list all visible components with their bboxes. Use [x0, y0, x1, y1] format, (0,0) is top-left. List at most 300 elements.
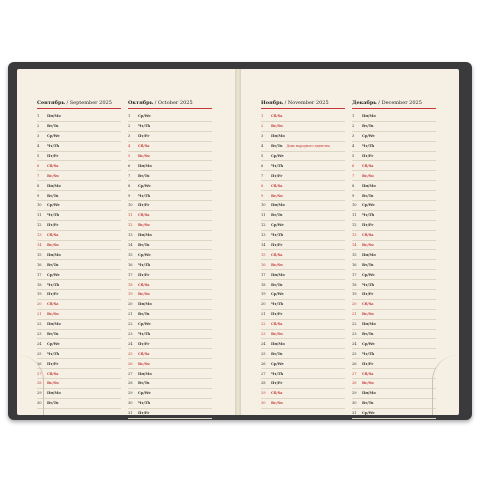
day-row: [128, 349, 212, 359]
day-row: [261, 181, 345, 191]
month-name-ru: Ноябрь: [261, 100, 283, 106]
day-number: 28: [128, 381, 133, 386]
day-row: [352, 122, 436, 132]
month-december: [352, 100, 436, 419]
weekday-label: Ср/We: [271, 154, 284, 158]
day-row: [261, 310, 345, 320]
weekday-label: Чт/Th: [362, 351, 375, 356]
weekday-label: Вс/Su: [362, 312, 374, 317]
weekday-label: Вт/Tu: [271, 213, 283, 218]
weekday-label: Пн/Mo: [47, 252, 61, 257]
day-number: 24: [128, 341, 133, 346]
day-row: [128, 270, 212, 280]
day-number: 2: [128, 124, 131, 129]
day-row: [261, 280, 345, 290]
weekday-label: Сб/Sa: [271, 391, 283, 396]
day-number: 16: [37, 262, 42, 267]
day-row: [261, 142, 345, 152]
day-row: [128, 399, 212, 409]
weekday-label: Пт/Fr: [138, 203, 150, 208]
weekday-label: Вт/Tu: [47, 332, 59, 337]
day-number: 6: [128, 163, 131, 168]
day-number: 4: [352, 144, 355, 149]
weekday-label: Ср/We: [138, 252, 151, 257]
day-list: [37, 112, 121, 409]
weekday-label: Сб/Sa: [47, 302, 59, 307]
month-november: [261, 100, 345, 409]
month-header: [352, 100, 436, 109]
day-row: [37, 270, 121, 280]
day-row: [37, 389, 121, 399]
weekday-label: Ср/We: [138, 183, 151, 188]
day-row: [261, 369, 345, 379]
day-number: 28: [352, 381, 357, 386]
weekday-label: Пт/Fr: [362, 292, 374, 297]
day-number: 9: [352, 193, 355, 198]
day-row: [37, 290, 121, 300]
day-row: [128, 379, 212, 389]
day-number: 28: [261, 381, 266, 386]
day-number: 4: [261, 144, 264, 149]
day-number: 27: [37, 371, 42, 376]
weekday-label: Пн/Mo: [47, 114, 61, 119]
day-number: 25: [261, 351, 266, 356]
weekday-label: Пн/Mo: [271, 203, 285, 208]
weekday-label: Вс/Su: [138, 361, 150, 366]
day-row: [128, 389, 212, 399]
weekday-label: Пт/Fr: [362, 154, 374, 158]
weekday-label: Пн/Mo: [362, 183, 376, 188]
weekday-label: Сб/Sa: [271, 322, 283, 327]
day-number: 20: [128, 302, 133, 307]
day-row: [128, 142, 212, 152]
weekday-label: Вт/Tu: [47, 401, 59, 406]
day-row: [37, 250, 121, 260]
day-row: [352, 270, 436, 280]
day-number: 21: [352, 312, 357, 317]
weekday-label: Ср/We: [362, 272, 375, 277]
day-number: 3: [352, 134, 355, 139]
day-row: [352, 389, 436, 399]
weekday-label: Чт/Th: [138, 401, 151, 406]
weekday-label: Чт/Th: [271, 302, 284, 307]
day-row: [352, 409, 436, 419]
day-number: 22: [352, 322, 357, 327]
day-number: 17: [128, 272, 133, 277]
day-number: 22: [37, 322, 42, 327]
day-number: 24: [37, 341, 42, 346]
weekday-label: Пн/Mo: [47, 322, 61, 327]
day-row: [261, 211, 345, 221]
day-row: [128, 201, 212, 211]
weekday-label: Чт/Th: [138, 193, 151, 198]
left-page: [17, 69, 235, 415]
weekday-label: Пт/Fr: [271, 381, 283, 386]
day-row: [261, 132, 345, 142]
weekday-label: Пн/Mo: [362, 322, 376, 327]
day-number: 16: [352, 262, 357, 267]
weekday-label: Пн/Mo: [138, 233, 152, 238]
weekday-label: Сб/Sa: [362, 371, 374, 376]
weekday-label: Ср/We: [47, 272, 60, 277]
day-number: 22: [128, 322, 133, 327]
day-number: 2: [37, 124, 40, 129]
day-row: [261, 171, 345, 181]
day-number: 12: [128, 223, 133, 228]
day-row: [37, 132, 121, 142]
day-row: [128, 409, 212, 419]
day-row: [352, 161, 436, 171]
weekday-label: Сб/Sa: [138, 282, 150, 287]
holiday-note: День народного единства: [286, 144, 330, 149]
day-row: [352, 300, 436, 310]
day-number: 8: [261, 183, 264, 188]
day-number: 14: [37, 243, 42, 248]
weekday-label: Пн/Mo: [271, 272, 285, 277]
day-row: [37, 280, 121, 290]
day-number: 8: [352, 183, 355, 188]
day-row: [37, 122, 121, 132]
day-row: [352, 211, 436, 221]
weekday-label: Пн/Mo: [138, 163, 152, 168]
day-number: 30: [352, 401, 357, 406]
weekday-label: Вт/Tu: [47, 193, 59, 198]
day-row: [352, 399, 436, 409]
day-number: 7: [352, 173, 355, 178]
day-row: [128, 181, 212, 191]
day-row: [352, 320, 436, 330]
day-number: 26: [128, 361, 133, 366]
day-number: 3: [37, 134, 40, 139]
day-row: [352, 152, 436, 162]
weekday-label: Вс/Su: [362, 243, 374, 248]
day-number: 13: [352, 233, 357, 238]
day-row: [128, 112, 212, 122]
right-page: [241, 69, 459, 415]
month-name-en: / December 2025: [378, 100, 422, 106]
day-number: 15: [128, 252, 133, 257]
weekday-label: Пт/Fr: [138, 411, 150, 416]
month-header: [128, 100, 212, 109]
day-number: 11: [128, 213, 133, 218]
weekday-label: Чт/Th: [47, 351, 60, 356]
day-number: 5: [261, 154, 264, 158]
weekday-label: Вт/Tu: [138, 243, 150, 248]
day-number: 29: [261, 391, 266, 396]
day-row: [352, 201, 436, 211]
day-row: [352, 369, 436, 379]
month-september: [37, 100, 121, 409]
day-number: 7: [261, 173, 264, 178]
day-row: [261, 379, 345, 389]
day-row: [128, 152, 212, 162]
day-number: 4: [37, 144, 40, 149]
weekday-label: Ср/We: [138, 114, 151, 119]
day-row: [37, 339, 121, 349]
day-row: [261, 122, 345, 132]
weekday-label: Сб/Sa: [362, 302, 374, 307]
day-number: 26: [261, 361, 266, 366]
weekday-label: Пн/Mo: [47, 391, 61, 396]
day-row: [261, 320, 345, 330]
day-row: [352, 142, 436, 152]
day-row: [37, 142, 121, 152]
day-number: 18: [37, 282, 42, 287]
day-number: 10: [352, 203, 357, 208]
day-row: [352, 359, 436, 369]
day-row: [261, 339, 345, 349]
weekday-label: Ср/We: [362, 341, 375, 346]
day-number: 30: [261, 401, 266, 406]
day-row: [128, 280, 212, 290]
day-number: 5: [128, 154, 131, 158]
weekday-label: Сб/Sa: [271, 183, 283, 188]
weekday-label: Чт/Th: [271, 163, 284, 168]
day-number: 15: [352, 252, 357, 257]
day-number: 19: [37, 292, 42, 297]
day-number: 11: [37, 213, 42, 218]
weekday-label: Сб/Sa: [47, 371, 59, 376]
day-row: [128, 369, 212, 379]
day-row: [261, 201, 345, 211]
weekday-label: Ср/We: [47, 134, 60, 139]
day-row: [261, 191, 345, 201]
day-number: 27: [128, 371, 133, 376]
day-row: [128, 320, 212, 330]
day-row: [261, 260, 345, 270]
weekday-label: Пн/Mo: [271, 134, 285, 139]
day-number: 5: [352, 154, 355, 158]
weekday-label: Вс/Su: [271, 193, 283, 198]
day-row: [352, 181, 436, 191]
day-row: [352, 231, 436, 241]
day-number: 14: [352, 243, 357, 248]
day-number: 19: [128, 292, 133, 297]
day-row: [128, 330, 212, 340]
weekday-label: Пт/Fr: [271, 173, 283, 178]
weekday-label: Пт/Fr: [47, 361, 59, 366]
day-number: 20: [261, 302, 266, 307]
weekday-label: Ср/We: [362, 411, 375, 416]
day-number: 27: [261, 371, 266, 376]
weekday-label: Пт/Fr: [138, 272, 150, 277]
month-name-ru: Сентябрь: [37, 100, 65, 106]
day-number: 9: [37, 193, 40, 198]
month-name-ru: Октябрь: [128, 100, 153, 106]
day-number: 28: [37, 381, 42, 386]
day-number: 17: [352, 272, 357, 277]
day-row: [261, 231, 345, 241]
day-number: 15: [261, 252, 266, 257]
day-list: [128, 112, 212, 419]
month-header: [37, 100, 121, 109]
day-number: 11: [352, 213, 357, 218]
weekday-label: Пн/Mo: [362, 114, 376, 119]
day-row: [261, 399, 345, 409]
day-number: 2: [261, 124, 264, 129]
weekday-label: Чт/Th: [362, 144, 375, 149]
day-row: [261, 112, 345, 122]
day-row: [128, 290, 212, 300]
weekday-label: Чт/Th: [271, 371, 284, 376]
day-number: 10: [37, 203, 42, 208]
day-number: 29: [128, 391, 133, 396]
day-row: [261, 241, 345, 251]
day-number: 12: [37, 223, 42, 228]
day-number: 15: [37, 252, 42, 257]
weekday-label: Вс/Su: [271, 124, 283, 129]
weekday-label: Вс/Su: [138, 292, 150, 297]
weekday-label: Вт/Tu: [362, 401, 374, 406]
weekday-label: Вс/Su: [362, 381, 374, 386]
day-row: [261, 359, 345, 369]
day-row: [37, 231, 121, 241]
day-row: [261, 221, 345, 231]
day-number: 24: [352, 341, 357, 346]
day-number: 17: [37, 272, 42, 277]
month-name-en: / October 2025: [154, 100, 193, 106]
day-number: 3: [128, 134, 131, 139]
weekday-label: Пт/Fr: [271, 312, 283, 317]
weekday-label: Ср/We: [362, 203, 375, 208]
day-number: 3: [261, 134, 264, 139]
day-number: 13: [261, 233, 266, 238]
weekday-label: Вт/Tu: [47, 124, 59, 129]
day-number: 24: [261, 341, 266, 346]
day-number: 9: [261, 193, 264, 198]
weekday-label: Сб/Sa: [47, 163, 59, 168]
day-row: [128, 171, 212, 181]
weekday-label: Вс/Su: [47, 312, 59, 317]
weekday-label: Пн/Mo: [138, 371, 152, 376]
day-number: 20: [352, 302, 357, 307]
weekday-label: Пт/Fr: [362, 361, 374, 366]
day-row: [352, 280, 436, 290]
day-number: 7: [128, 173, 131, 178]
day-number: 30: [37, 401, 42, 406]
day-row: [352, 171, 436, 181]
weekday-label: Пн/Mo: [362, 252, 376, 257]
day-row: [128, 339, 212, 349]
weekday-label: Ср/We: [47, 203, 60, 208]
day-number: 25: [37, 351, 42, 356]
day-row: [37, 241, 121, 251]
day-number: 25: [128, 351, 133, 356]
day-number: 11: [261, 213, 266, 218]
day-row: [128, 231, 212, 241]
weekday-label: Ср/We: [271, 361, 284, 366]
day-number: 30: [128, 401, 133, 406]
day-row: [128, 211, 212, 221]
weekday-label: Чт/Th: [47, 144, 60, 149]
day-row: [37, 260, 121, 270]
day-number: 27: [352, 371, 357, 376]
weekday-label: Вт/Tu: [362, 193, 374, 198]
day-row: [37, 349, 121, 359]
day-number: 29: [37, 391, 42, 396]
weekday-label: Вс/Su: [362, 173, 374, 178]
day-number: 1: [128, 114, 131, 119]
weekday-label: Сб/Sa: [271, 252, 283, 257]
day-number: 6: [261, 163, 264, 168]
day-number: 8: [37, 183, 40, 188]
day-number: 13: [37, 233, 42, 238]
weekday-label: Чт/Th: [138, 262, 151, 267]
weekday-label: Вс/Su: [271, 262, 283, 267]
day-number: 16: [261, 262, 266, 267]
day-row: [128, 132, 212, 142]
weekday-label: Пт/Fr: [138, 134, 150, 139]
day-row: [37, 399, 121, 409]
month-header: [261, 100, 345, 109]
weekday-label: Вт/Tu: [271, 351, 283, 356]
weekday-label: Пн/Mo: [138, 302, 152, 307]
day-number: 31: [352, 411, 357, 416]
weekday-label: Чт/Th: [138, 124, 151, 129]
day-row: [128, 191, 212, 201]
day-row: [352, 132, 436, 142]
day-row: [128, 241, 212, 251]
day-number: 17: [261, 272, 266, 277]
day-row: [37, 201, 121, 211]
day-number: 23: [352, 332, 357, 337]
weekday-label: Ср/We: [138, 322, 151, 327]
day-row: [352, 339, 436, 349]
weekday-label: Вт/Tu: [362, 124, 374, 129]
day-row: [37, 379, 121, 389]
day-number: 18: [261, 282, 266, 287]
day-row: [37, 300, 121, 310]
day-number: 25: [352, 351, 357, 356]
day-number: 18: [128, 282, 133, 287]
day-number: 19: [352, 292, 357, 297]
weekday-label: Сб/Sa: [362, 163, 374, 168]
weekday-label: Пн/Mo: [362, 391, 376, 396]
day-row: [352, 250, 436, 260]
weekday-label: Ср/We: [271, 292, 284, 297]
weekday-label: Вт/Tu: [138, 173, 150, 178]
day-row: [37, 152, 121, 162]
month-october: [128, 100, 212, 419]
day-number: 18: [352, 282, 357, 287]
day-row: [37, 191, 121, 201]
weekday-label: Сб/Sa: [271, 114, 283, 119]
weekday-label: Ср/We: [47, 341, 60, 346]
day-number: 10: [128, 203, 133, 208]
weekday-label: Ср/We: [271, 223, 284, 228]
day-row: [128, 260, 212, 270]
day-number: 23: [128, 332, 133, 337]
weekday-label: Вс/Su: [47, 173, 59, 178]
day-number: 29: [352, 391, 357, 396]
weekday-label: Вс/Su: [138, 154, 150, 158]
weekday-label: Вт/Tu: [271, 282, 283, 287]
weekday-label: Чт/Th: [47, 282, 60, 287]
weekday-label: Сб/Sa: [138, 213, 150, 218]
day-row: [37, 330, 121, 340]
day-row: [37, 310, 121, 320]
day-list: [261, 112, 345, 409]
weekday-label: Пт/Fr: [47, 223, 59, 228]
day-row: [128, 359, 212, 369]
day-number: 16: [128, 262, 133, 267]
day-row: [37, 320, 121, 330]
day-number: 1: [37, 114, 40, 119]
day-row: [352, 112, 436, 122]
day-number: 5: [37, 154, 40, 158]
day-number: 4: [128, 144, 131, 149]
weekday-label: Вс/Su: [138, 223, 150, 228]
